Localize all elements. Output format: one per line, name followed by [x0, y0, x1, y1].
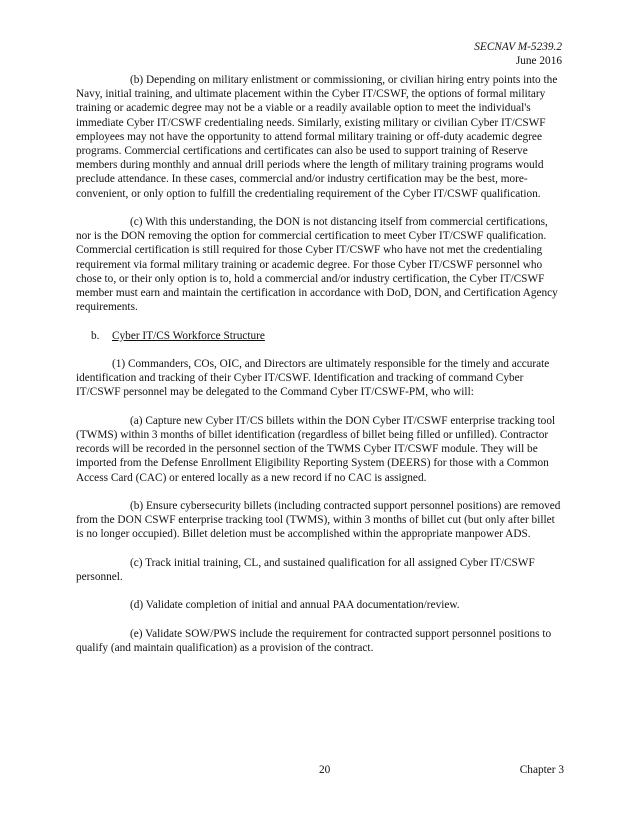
document-date: June 2016 — [515, 55, 562, 67]
paragraph-c-sub: (c) With this understanding, the DON is not distancing itself from commercial certifications, nor is the DON removing the option for commercial certification to meet Cyber IT/CSWF qualification. Commercial certification is still required for those Cyber IT/CSWF who have not met the credentialing requirement via formal military training or academic degree. For those Cyber IT/CSWF personnel who chose to, or their only option is to, hold a commercial and/or industry certification, the Cyber IT/CSWF member must earn and maintain the certification in accordance with DoD, DON, and Certification Agency requirements. — [76, 216, 558, 314]
page-footer — [76, 764, 564, 778]
paragraph-c: (c) Track initial training, CL, and sustained qualification for all assigned Cyber IT/CSWF personnel. — [76, 556, 535, 584]
document-id: SECNAV M-5239.2 — [474, 41, 562, 53]
paragraph-a: (a) Capture new Cyber IT/CS billets within the DON Cyber IT/CSWF enterprise tracking tool (TWMS) within 3 months of billet identification (regardless of billet being filled or unfilled). Contractor records will be recorded in the personnel section of the TWMS Cyber IT/CSWF module. They will be imported from the Defense Enrollment Eligibility Reporting System (DEERS) for those with a Common Access Card (CAC) or entered locally as a new record if no CAC is assigned. — [76, 414, 556, 484]
chapter-label: Chapter 3 — [519, 764, 564, 776]
paragraph-b: (b) Ensure cybersecurity billets (including contracted support personnel positions) are removed from the DON CSWF enterprise tracking tool (TWMS), within 3 months of billet cut (but only after billet is no longer occupied). Billet deletion must be accomplished within the appropriate manpower ADS. — [76, 500, 561, 541]
page-number: 20 — [319, 764, 331, 776]
page-header — [474, 40, 562, 68]
section-letter: b. — [91, 329, 100, 342]
section-heading-b — [76, 329, 564, 343]
section-title: Cyber IT/CS Workforce Structure — [112, 329, 265, 342]
document-body — [76, 73, 564, 669]
paragraph-e: (e) Validate SOW/PWS include the requirement for contracted support personnel positions to qualify (and maintain qualification) as a provision of the contract. — [76, 627, 552, 654]
paragraph-d: (d) Validate completion of initial and annual PAA documentation/review. — [130, 599, 460, 612]
paragraph-1: (1) Commanders, COs, OIC, and Directors are ultimately responsible for the timely and accurate identification and tracking of their Cyber IT/CSWF. Identification and tracking of command Cyber IT/CSWF personnel may be delegated to the Command Cyber IT/CSWF-PM, who will: — [76, 358, 550, 399]
paragraph-b-sub: (b) Depending on military enlistment or commissioning, or civilian hiring entry points into the Navy, initial training, and ultimate placement within the Cyber IT/CSWF, the options of formal military training or academic degree may not be a viable or a readily available option to meet the individual's immediate Cyber IT/CSWF credentialing needs. Similarly, existing military or civilian Cyber IT/CSWF employees may not have the opportunity to attend formal military training or off-duty academic degree programs. Commercial certifications and certificates can also be used to support training of Reserve members during monthly and annual drill periods where the length of military training programs would preclude attendance. In these cases, commercial and/or industry certification may be the best, more-convenient, or only option to fulfill the credentialing requirement of the Cyber IT/CSWF qualification. — [76, 74, 558, 200]
